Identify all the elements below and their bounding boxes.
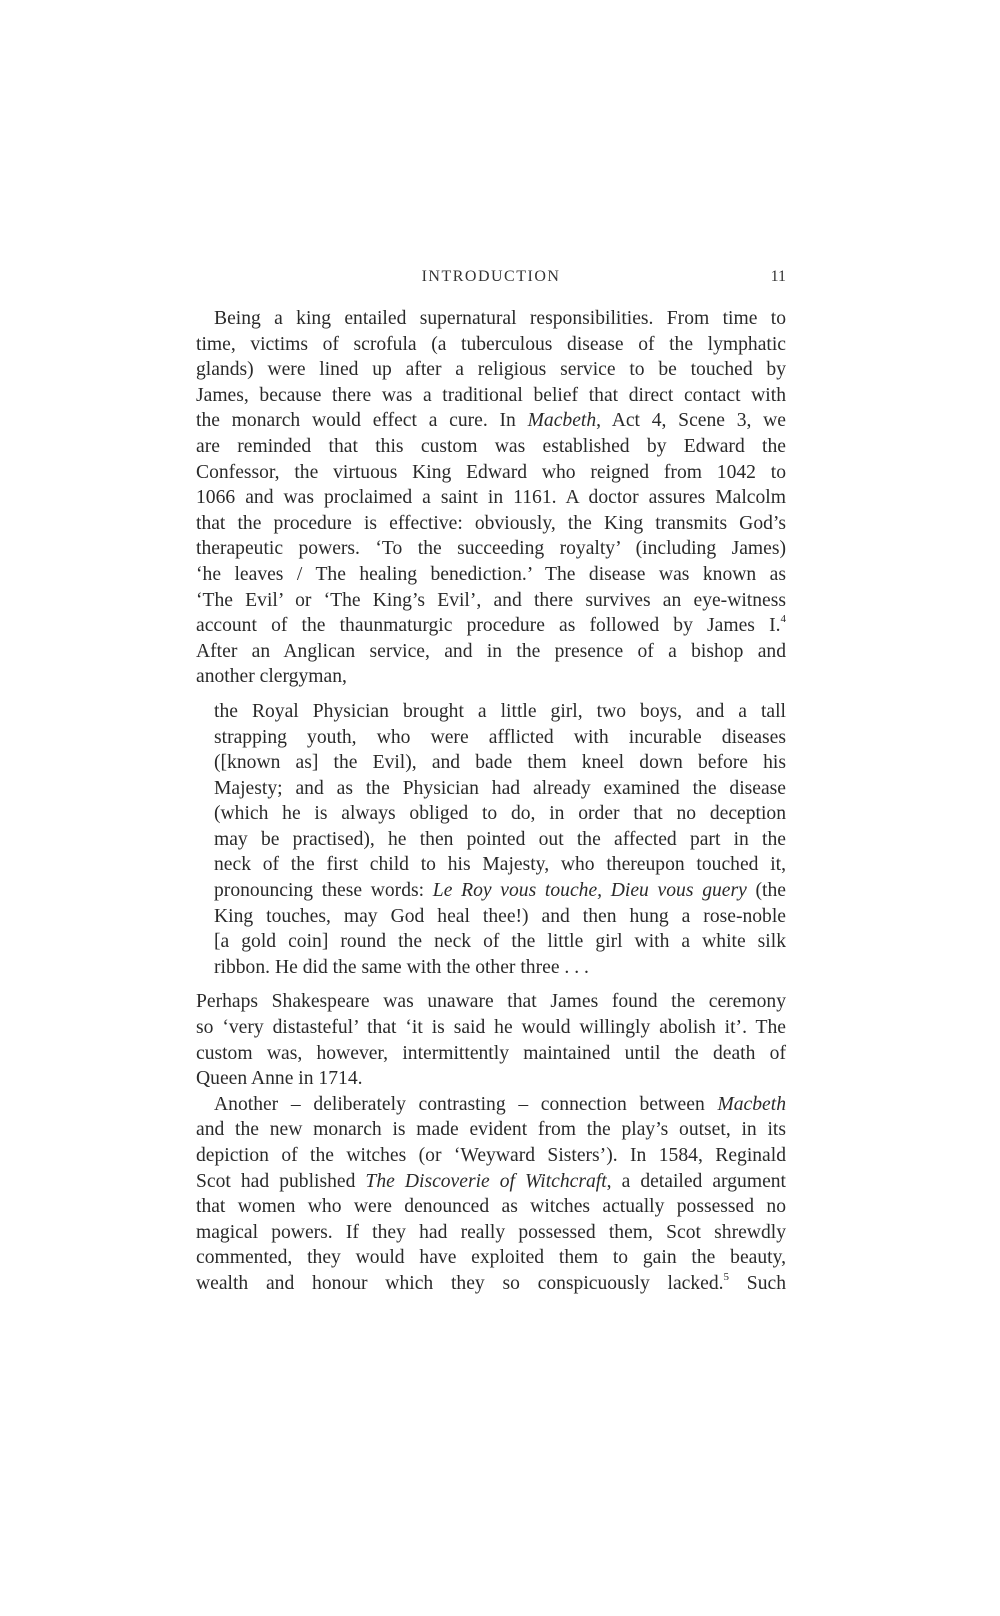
text-line: strapping youth, who were afflicted with incurable diseases: [214, 726, 786, 748]
text-line: [196, 613, 786, 639]
text-line: commented, they would have exploited them to gain the beauty,: [196, 1247, 786, 1269]
text-segment: pronouncing these words:: [214, 880, 433, 902]
text-line: [a gold coin] round the neck of the little girl with a white silk: [214, 931, 786, 953]
play-title: Macbeth: [527, 410, 597, 432]
text-line: magical powers. If they had really possessed them, Scot shrewdly: [196, 1221, 786, 1243]
text-line: [196, 1271, 786, 1297]
text-line: ‘he leaves / The healing benediction.’ The disease was known as: [196, 563, 786, 585]
text-line: [196, 1092, 786, 1118]
text-line: so ‘very distasteful’ that ‘it is said he would willingly abolish it’. The: [196, 1017, 786, 1039]
text-line: 1066 and was proclaimed a saint in 1161. A doctor assures Malcolm: [196, 487, 786, 509]
text-line: and the new monarch is made evident from the play’s outset, in its: [196, 1119, 786, 1141]
text-line: Queen Anne in 1714.: [196, 1068, 363, 1090]
paragraph-3: [196, 1092, 786, 1297]
text-line: another clergyman,: [196, 666, 347, 688]
paragraph-1: [196, 306, 786, 690]
footnote-marker[interactable]: 5: [723, 1270, 730, 1283]
page-number: 11: [770, 268, 786, 285]
text-line: King touches, may God heal thee!) and then hung a rose-noble: [214, 905, 786, 927]
text-line: neck of the first child to his Majesty, who thereupon touched it,: [214, 854, 786, 876]
text-segment: Another – deliberately contrasting – connection between: [214, 1093, 718, 1115]
text-line: glands) were lined up after a religious service to be touched by: [196, 359, 786, 381]
text-line: that women who were denounced as witches actually possessed no: [196, 1196, 786, 1218]
text-line: James, because there was a traditional belief that direct contact with: [196, 384, 786, 406]
text-segment: account of the thaunmaturgic procedure as followed by James I.: [196, 615, 781, 637]
text-line: ‘The Evil’ or ‘The King’s Evil’, and there survives an eye-witness: [196, 589, 786, 611]
play-title: Macbeth: [717, 1093, 786, 1115]
text-line: [196, 408, 786, 434]
book-title: The Discoverie of Witchcraft: [365, 1170, 607, 1192]
text-line: Majesty; and as the Physician had already examined the disease: [214, 777, 786, 799]
french-phrase: Le Roy vous touche, Dieu vous guery: [432, 880, 747, 902]
text-line: Perhaps Shakespeare was unaware that James found the ceremony: [196, 991, 786, 1013]
text-line: are reminded that this custom was established by Edward the: [196, 435, 786, 457]
footnote-marker[interactable]: 4: [780, 613, 786, 626]
text-line: depiction of the witches (or ‘Weyward Sisters’). In 1584, Reginald: [196, 1145, 786, 1166]
text-line: [196, 1169, 786, 1195]
text-segment: Scot had published: [196, 1170, 366, 1192]
text-segment: , a detailed argument: [606, 1170, 787, 1192]
block-quote: [196, 699, 786, 981]
running-head: INTRODUCTION: [421, 268, 561, 285]
text-line: ([known as] the Evil), and bade them kneel down before his: [214, 752, 786, 774]
text-line: (which he is always obliged to do, in order that no deception: [214, 803, 786, 825]
text-line: [214, 878, 786, 904]
text-line: ribbon. He did the same with the other three . . .: [214, 956, 589, 978]
text-line: Confessor, the virtuous King Edward who reigned from 1042 to: [196, 461, 786, 483]
text-line: After an Anglican service, and in the presence of a bishop and: [196, 640, 786, 662]
text-line: may be practised), he then pointed out the affected part in the: [214, 828, 786, 850]
text-segment: the monarch would effect a cure. In: [196, 410, 528, 432]
text-line: Being a king entailed supernatural responsibilities. From time to: [214, 308, 786, 329]
paragraph-2: [196, 989, 786, 1091]
text-line: therapeutic powers. ‘To the succeeding royalty’ (including James): [196, 538, 786, 560]
body-text: [196, 306, 786, 1297]
text-segment: Such: [729, 1272, 786, 1294]
page-header: [196, 268, 786, 292]
text-segment: wealth and honour which they so conspicuously lacked.: [196, 1272, 724, 1294]
text-segment: (the: [746, 880, 786, 902]
text-line: time, victims of scrofula (a tuberculous disease of the lymphatic: [196, 333, 786, 355]
text-line: custom was, however, intermittently maintained until the death of: [196, 1042, 786, 1064]
text-line: that the procedure is effective: obviously, the King transmits God’s: [196, 512, 786, 534]
text-segment: , Act 4, Scene 3, we: [596, 410, 787, 432]
text-line: the Royal Physician brought a little girl, two boys, and a tall: [214, 700, 786, 722]
